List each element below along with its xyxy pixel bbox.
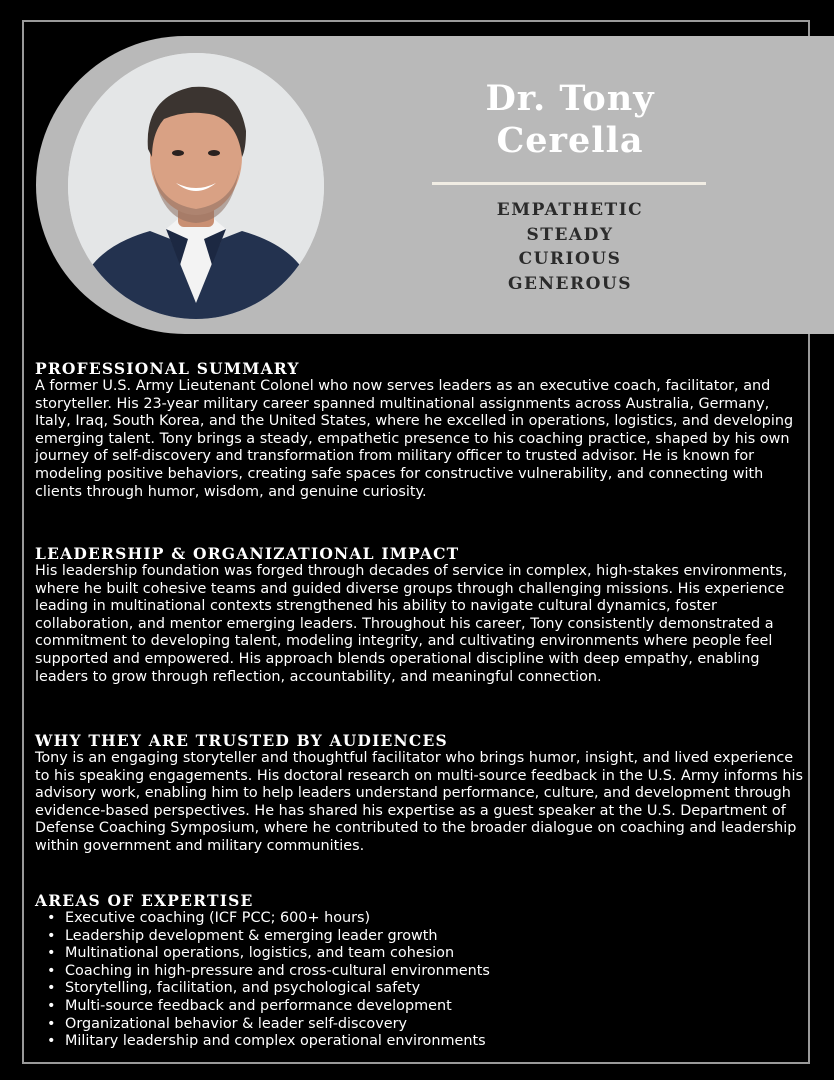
section-heading: LEADERSHIP & ORGANIZATIONAL IMPACT xyxy=(35,544,460,563)
list-item: • Multi-source feedback and performance development xyxy=(35,998,805,1016)
trait-item: GENEROUS xyxy=(507,273,632,294)
list-item: • Organizational behavior & leader self-discovery xyxy=(35,1016,805,1034)
section-heading: PROFESSIONAL SUMMARY xyxy=(35,359,300,378)
list-item: • Multinational operations, logistics, and team cohesion xyxy=(35,945,805,963)
list-item: • Military leadership and complex operational environments xyxy=(35,1033,805,1051)
section-body: A former U.S. Army Lieutenant Colonel who now serves leaders as an executive coach, facilitator, and storyteller. His 23-year military career spanned multinational assignments across Australia, Germany, Italy, Iraq, South Korea, and the United States, where he excelled in operations, logistics, and developing emerging talent. Tony brings a steady, empathetic presence to his coaching practice, shaped by his own journey of self-discovery and transformation from military officer to trusted advisor. He is known for modeling positive behaviors, creating safe spaces for constructive vulnerability, and connecting with clients through humor, wisdom, and genuine curiosity. xyxy=(35,378,794,500)
profile-photo xyxy=(68,53,324,319)
trait-item: STEADY xyxy=(526,224,614,245)
expertise-section xyxy=(35,891,805,1051)
list-item: • Executive coaching (ICF PCC; 600+ hours) xyxy=(35,910,805,928)
section-heading: AREAS OF EXPERTISE xyxy=(35,891,254,910)
section-body: His leadership foundation was forged through decades of service in complex, high-stakes environments, where he built cohesive teams and guided diverse groups through challenging missions. His experience leading in multinational contexts strengthened his ability to navigate cultural dynamics, foster collaboration, and mentor emerging leaders. Throughout his career, Tony consistently demonstrated a commitment to developing talent, modeling integrity, and cultivating environments where people feel supported and empowered. His approach blends operational discipline with deep empathy, enabling leaders to grow through reflection, accountability, and meaningful connection. xyxy=(35,563,788,685)
trait-item: CURIOUS xyxy=(518,249,622,269)
expertise-list xyxy=(35,910,805,1051)
leadership-section xyxy=(35,544,805,686)
professional-summary-section xyxy=(35,359,805,501)
name-second-line: Cerella xyxy=(496,120,644,161)
person-name xyxy=(432,78,708,162)
trait-item: EMPATHETIC xyxy=(496,200,644,220)
list-item: • Coaching in high-pressure and cross-cultural environments xyxy=(35,963,805,981)
portrait-illustration xyxy=(68,53,324,319)
section-body: Tony is an engaging storyteller and thoughtful facilitator who brings humor, insight, and lived experience to his speaking engagements. His doctoral research on multi-source feedback in the U.S. Army informs his advisory work, enabling him to help leaders understand performance, culture, and development through evidence-based perspectives. He has shared his expertise as a guest speaker at the U.S. Department of Defense Coaching Symposium, where he contributed to the broader dialogue on coaching and leadership within government and military communities. xyxy=(35,750,803,854)
list-item: • Storytelling, facilitation, and psychological safety xyxy=(35,980,805,998)
list-item: • Leadership development & emerging leader growth xyxy=(35,928,805,946)
name-first-line: Dr. Tony xyxy=(485,78,655,119)
section-heading: WHY THEY ARE TRUSTED BY AUDIENCES xyxy=(35,731,448,750)
name-divider xyxy=(432,182,706,185)
trait-list xyxy=(432,198,708,296)
trusted-section xyxy=(35,731,805,856)
